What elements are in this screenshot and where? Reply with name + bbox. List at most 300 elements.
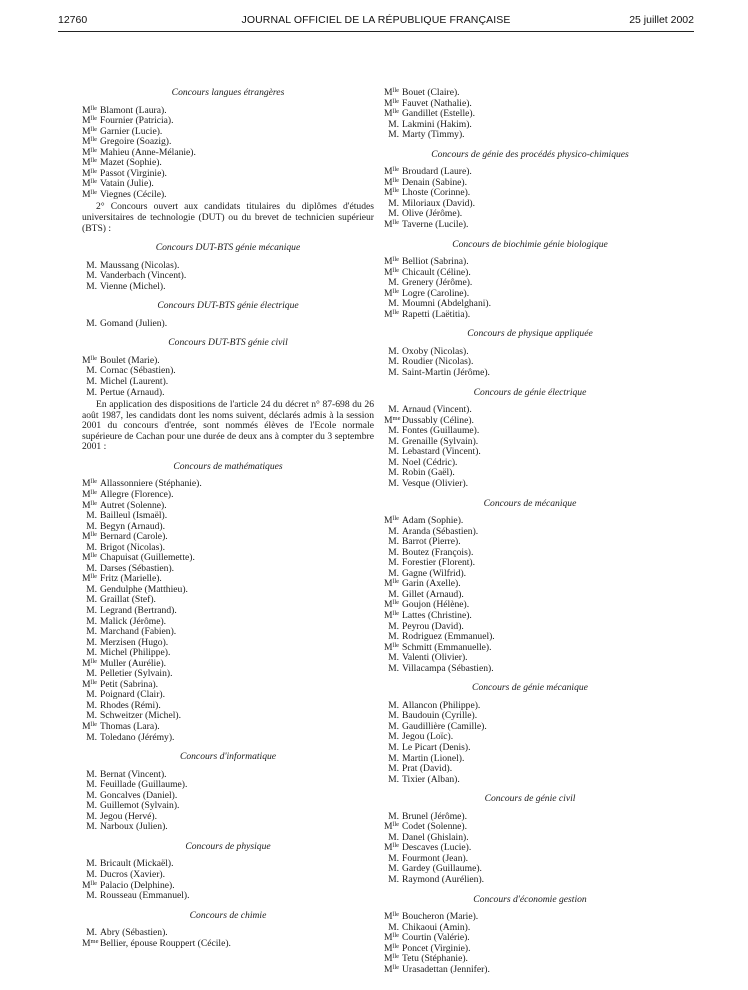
candidate-name: Bouet (Claire). (402, 87, 460, 98)
civility-letter: M (384, 108, 393, 120)
civility-suffix: lle (392, 942, 400, 950)
civility-letter: M (82, 657, 91, 669)
civility (384, 220, 399, 231)
left-column (82, 88, 374, 949)
candidate-name: Lebastard (Vincent). (402, 446, 481, 458)
civility-letter: M. (86, 689, 97, 701)
candidate-name: Michel (Laurent). (100, 376, 169, 388)
candidate-name: Feuillade (Guillaume). (100, 779, 188, 791)
candidate-name: Chikaoui (Amin). (402, 921, 471, 933)
candidate-name: Passot (Virginie). (100, 167, 167, 179)
candidate-name: Adam (Sophie). (402, 515, 464, 527)
civility-letter: M. (86, 779, 97, 791)
candidate-name: Chicault (Céline). (402, 266, 471, 278)
civility-letter: M. (388, 773, 399, 785)
page-number: 12760 (58, 14, 88, 26)
civility-letter: M. (388, 435, 399, 447)
civility-letter: M (82, 178, 91, 190)
civility-letter: M. (388, 710, 399, 722)
candidate-name: Noel (Cédric). (402, 456, 458, 468)
civility-suffix: lle (392, 932, 400, 940)
civility-letter: M. (388, 456, 399, 468)
civility (384, 965, 399, 976)
candidate-name: Roudier (Nicolas). (402, 356, 474, 368)
civility-letter: M. (86, 520, 97, 532)
candidate-name: Gomand (Julien). (100, 317, 168, 329)
civility-letter: M. (86, 668, 97, 680)
candidate-name: Forestier (Florent). (402, 557, 476, 569)
civility-letter: M. (388, 298, 399, 310)
civility-letter: M. (86, 270, 97, 282)
candidate-name: Garnier (Lucie). (100, 125, 163, 137)
candidate-name: Broudard (Laure). (402, 166, 472, 178)
civility-letter: M. (388, 874, 399, 885)
candidate-name: Bailleul (Ismaël). (100, 510, 168, 522)
candidate-entry (384, 875, 676, 886)
candidate-name: Fauvet (Nathalie). (402, 97, 472, 109)
civility-letter: M. (388, 425, 399, 437)
civility-letter: M. (388, 197, 399, 209)
section-heading: Concours de mathématiques (173, 460, 283, 472)
civility-letter: M (384, 842, 393, 854)
civility-letter: M. (86, 647, 97, 659)
candidate-name: Guillemot (Sylvain). (100, 800, 180, 812)
civility-letter: M. (388, 356, 399, 368)
candidate-name: Belliot (Sabrina). (402, 256, 469, 268)
section-heading: Concours de chimie (189, 909, 267, 921)
candidate-entry (82, 190, 374, 201)
civility-letter: M. (86, 626, 97, 638)
candidate-name: Cornac (Sébastien). (100, 365, 176, 377)
candidate-name: Viegnes (Cécile). (100, 188, 167, 200)
civility-letter: M. (86, 890, 97, 902)
candidate-entry (384, 310, 676, 321)
candidate-name: Pertue (Arnaud). (100, 386, 165, 398)
candidate-name: Poncet (Virginie). (402, 942, 471, 954)
civility-letter: M. (86, 615, 97, 627)
civility-letter: M. (86, 927, 97, 939)
candidate-name: Goujon (Hélène). (402, 599, 470, 611)
civility-letter: M. (86, 800, 97, 812)
civility-letter: M (82, 531, 91, 543)
civility-letter: M. (388, 467, 399, 479)
candidate-name: Descaves (Lucie). (402, 842, 472, 854)
civility-suffix: lle (392, 911, 400, 919)
right-column (384, 88, 676, 975)
civility-letter: M (384, 187, 393, 199)
civility (82, 319, 97, 330)
section-heading: Concours de physique (185, 840, 271, 852)
civility-letter: M. (388, 620, 399, 632)
civility-suffix: lle (392, 97, 400, 105)
civility-suffix: lle (90, 678, 98, 686)
civility-letter: M. (86, 636, 97, 648)
header-rule (58, 31, 694, 32)
candidate-name: Chapuisat (Guillemette). (100, 552, 195, 564)
candidate-name: Dussably (Céline). (402, 414, 474, 426)
civility-letter: M. (388, 699, 399, 711)
civility-letter: M. (388, 567, 399, 579)
civility-suffix: lle (90, 167, 98, 175)
candidate-name: Graillat (Stef). (100, 594, 156, 606)
candidate-name: Boulet (Marie). (100, 354, 160, 366)
candidate-name: Gaudillière (Camille). (402, 720, 487, 732)
civility (82, 822, 97, 833)
candidate-name: Le Picart (Denis). (402, 741, 471, 753)
civility (384, 479, 399, 490)
civility-letter: M. (388, 863, 399, 875)
civility-suffix: lle (392, 609, 400, 617)
civility-letter: M (384, 609, 393, 621)
civility (384, 310, 399, 321)
civility-letter: M. (388, 367, 399, 379)
section-heading: Concours de génie mécanique (472, 682, 588, 694)
candidate-name: Marty (Timmy). (402, 129, 465, 141)
civility-suffix: lle (90, 488, 98, 496)
candidate-name: Aranda (Sébastien). (402, 525, 479, 537)
civility-letter: M. (388, 446, 399, 458)
civility-suffix: lle (90, 478, 98, 486)
candidate-name: Allassonniere (Stéphanie). (100, 478, 202, 490)
civility-letter: M. (388, 477, 399, 489)
candidate-name: Ducros (Xavier). (100, 869, 165, 880)
civility-letter: M (384, 821, 393, 833)
page-header (58, 14, 694, 30)
candidate-entry (384, 220, 676, 231)
civility-letter: M (82, 115, 91, 127)
civility-suffix: lle (90, 178, 98, 186)
civility-letter: M (82, 499, 91, 511)
candidate-name: Gardey (Guillaume). (402, 863, 482, 875)
candidate-name: Gillet (Arnaud). (402, 588, 464, 600)
civility-letter: M (384, 942, 393, 954)
candidate-name: Denain (Sabine). (402, 176, 468, 188)
civility-suffix: lle (90, 104, 98, 112)
civility-letter: M (384, 932, 393, 944)
candidate-name: Valenti (Olivier). (402, 652, 468, 664)
candidate-name: Abry (Sébastien). (100, 927, 168, 939)
candidate-name: Michel (Philippe). (100, 647, 171, 659)
paragraph: 2° Concours ouvert aux candidats titulaires du diplômes d'études universitaires de technologie (DUT) ou du brevet de technicien supérieur (BTS) : (82, 201, 374, 234)
section-heading: Concours langues étrangères (171, 87, 285, 98)
civility (384, 368, 399, 379)
candidate-name: Rapetti (Laëtitia). (402, 308, 471, 320)
civility-letter: M. (388, 525, 399, 537)
section-heading: Concours de génie des procédés physico-chimiques (431, 148, 629, 160)
section-heading: Concours de physique appliquée (467, 328, 593, 340)
journal-title: JOURNAL OFFICIEL DE LA RÉPUBLIQUE FRANÇAISE (241, 14, 511, 26)
civility-suffix: lle (392, 953, 400, 961)
candidate-name: Baudouin (Cyrille). (402, 710, 478, 722)
candidate-name: Fourmont (Jean). (402, 852, 469, 864)
candidate-entry (82, 388, 374, 399)
civility-letter: M (82, 937, 91, 949)
civility-letter: M (384, 963, 393, 975)
candidate-name: Narboux (Julien). (100, 821, 168, 833)
civility-letter: M (384, 287, 393, 299)
candidate-name: Bernard (Carole). (100, 531, 168, 543)
candidate-name: Martin (Lionel). (402, 752, 465, 764)
candidate-name: Toledano (Jérémy). (100, 731, 175, 743)
candidate-name: Lhoste (Corinne). (402, 187, 471, 199)
section-heading: Concours DUT-BTS génie électrique (157, 300, 299, 312)
civility-suffix: lle (392, 842, 400, 850)
civility-letter: M. (86, 821, 97, 833)
candidate-name: Peyrou (David). (402, 620, 464, 632)
civility-letter: M. (388, 831, 399, 843)
candidate-name: Urasadettan (Jennifer). (402, 963, 490, 975)
civility (82, 282, 97, 293)
candidate-name: Brigot (Nicolas). (100, 541, 166, 553)
civility-suffix: lle (90, 146, 98, 154)
civility-suffix: lle (392, 176, 400, 184)
candidate-entry (82, 733, 374, 744)
candidate-name: Vesque (Olivier). (402, 477, 469, 489)
civility-letter: M. (388, 129, 399, 141)
civility-letter: M. (388, 208, 399, 220)
candidate-name: Vienne (Michel). (100, 280, 166, 292)
civility-suffix: lle (392, 821, 400, 829)
candidate-name: Boutez (François). (402, 546, 474, 558)
civility-letter: M. (86, 510, 97, 522)
candidate-name: Garin (Axelle). (402, 578, 461, 590)
civility-letter: M (82, 488, 91, 500)
section-heading: Concours DUT-BTS génie mécanique (155, 242, 301, 254)
civility-letter: M. (86, 376, 97, 388)
civility-suffix: lle (392, 515, 400, 523)
civility-letter: M (384, 641, 393, 653)
civility-letter: M (384, 266, 393, 278)
civility-letter: M. (388, 631, 399, 643)
section-heading: Concours de génie électrique (473, 386, 587, 398)
civility-suffix: lle (392, 578, 400, 586)
candidate-name: Saint-Martin (Jérôme). (402, 367, 490, 379)
candidate-name: Logre (Caroline). (402, 287, 470, 299)
civility-letter: M. (86, 365, 97, 377)
civility-suffix: lle (90, 573, 98, 581)
candidate-name: Courtin (Valérie). (402, 932, 470, 944)
civility-letter: M. (388, 741, 399, 753)
candidate-name: Danel (Ghislain). (402, 831, 469, 843)
candidate-name: Bricault (Mickaël). (100, 858, 174, 870)
candidate-name: Mazet (Sophie). (100, 157, 162, 169)
civility-letter: M (82, 125, 91, 137)
candidate-name: Schweitzer (Michel). (100, 710, 181, 722)
civility-suffix: lle (392, 963, 400, 971)
candidate-name: Miloriaux (David). (402, 197, 476, 209)
candidate-name: Rousseau (Emmanuel). (100, 890, 190, 902)
civility (82, 891, 97, 902)
civility-letter: M. (86, 768, 97, 780)
section-heading: Concours de mécanique (483, 497, 577, 509)
candidate-name: Rhodes (Rémi). (100, 699, 161, 711)
civility (82, 190, 97, 201)
civility-letter: M. (388, 557, 399, 569)
civility-suffix: lle (392, 108, 400, 116)
civility (384, 775, 399, 786)
civility-letter: M (384, 97, 393, 109)
candidate-name: Barrot (Pierre). (402, 536, 461, 548)
civility-suffix: lle (90, 115, 98, 123)
civility-letter: M (384, 953, 393, 965)
civility-suffix: lle (392, 641, 400, 649)
candidate-name: Thomas (Lara). (100, 720, 160, 732)
civility-letter: M. (388, 404, 399, 416)
civility-suffix: lle (392, 87, 400, 94)
paragraph: En application des dispositions de l'article 24 du décret n° 87-698 du 26 août 1987, les candidats dont les noms suivent, déclarés admis à la session 2001 du concours d'entrée, sont nommés élèves de l'Ecole normale supérieure de Cachan pour une durée de deux ans à compter du 3 septembre 2001 : (82, 399, 374, 453)
civility-letter: M. (388, 277, 399, 289)
civility-letter: M (82, 167, 91, 179)
candidate-entry (384, 775, 676, 786)
civility-letter: M. (86, 541, 97, 553)
civility (82, 733, 97, 744)
candidate-name: Gendulphe (Matthieu). (100, 583, 188, 595)
civility-suffix: lle (90, 552, 98, 560)
candidate-name: Allancon (Philippe). (402, 699, 481, 711)
candidate-name: Malick (Jérôme). (100, 615, 167, 627)
candidate-entry (384, 479, 676, 490)
civility-letter: M. (86, 317, 97, 329)
civility-letter: M (384, 308, 393, 320)
section-heading: Concours de génie civil (484, 793, 576, 805)
civility (384, 130, 399, 141)
civility-suffix: lle (392, 219, 400, 227)
candidate-entry (82, 282, 374, 293)
civility-letter: M. (388, 546, 399, 558)
candidate-entry (384, 664, 676, 675)
candidate-name: Pelletier (Sylvain). (100, 668, 173, 680)
civility-letter: M. (388, 662, 399, 674)
candidate-name: Autret (Solenne). (100, 499, 167, 511)
candidate-entry (384, 965, 676, 976)
candidate-name: Boucheron (Marie). (402, 911, 479, 923)
candidate-name: Begyn (Arnaud). (100, 520, 166, 532)
civility-suffix: lle (90, 125, 98, 133)
civility-letter: M. (388, 118, 399, 130)
candidate-entry (82, 319, 374, 330)
candidate-name: Arnaud (Vincent). (402, 404, 472, 416)
candidate-name: Oxoby (Nicolas). (402, 345, 469, 357)
civility-suffix: lle (90, 657, 98, 665)
candidate-name: Poignard (Clair). (100, 689, 166, 701)
candidate-name: Bellier, épouse Rouppert (Cécile). (100, 937, 231, 949)
civility-letter: M. (86, 386, 97, 398)
civility-letter: M. (86, 259, 97, 271)
civility-letter: M (384, 166, 393, 178)
candidate-name: Fontes (Guillaume). (402, 425, 480, 437)
candidate-name: Codet (Solenne). (402, 821, 468, 833)
civility-letter: M (384, 599, 393, 611)
civility-suffix: lle (392, 266, 400, 274)
section-heading: Concours DUT-BTS génie civil (168, 337, 288, 349)
civility (384, 664, 399, 675)
candidate-name: Taverne (Lucile). (402, 219, 469, 231)
civility-letter: M (82, 879, 91, 891)
candidate-name: Villacampa (Sébastien). (402, 662, 494, 674)
civility-letter: M (82, 573, 91, 585)
candidate-name: Brunel (Jérôme). (402, 810, 468, 822)
civility-suffix: lle (392, 187, 400, 195)
civility-letter: M. (86, 710, 97, 722)
candidate-name: Raymond (Aurélien). (402, 874, 485, 885)
civility-letter: M (82, 146, 91, 158)
civility-suffix: lle (392, 308, 400, 316)
civility-letter: M. (86, 594, 97, 606)
civility-suffix: lle (90, 354, 98, 362)
civility-letter: M. (388, 921, 399, 933)
civility-letter: M. (388, 652, 399, 664)
candidate-name: Jegou (Loïc). (402, 731, 454, 743)
civility-suffix: lle (90, 720, 98, 728)
candidate-name: Marchand (Fabien). (100, 626, 177, 638)
civility-letter: M. (86, 731, 97, 743)
candidate-entry (82, 891, 374, 902)
civility-letter: M (384, 578, 393, 590)
candidate-name: Tetu (Stéphanie). (402, 953, 468, 965)
civility-suffix: lle (90, 879, 98, 887)
civility-letter: M. (86, 810, 97, 822)
civility-letter: M (82, 552, 91, 564)
candidate-entry (384, 368, 676, 379)
section-heading: Concours d'informatique (179, 751, 277, 763)
civility-suffix: lle (90, 136, 98, 144)
candidate-name: Schmitt (Emmanuelle). (402, 641, 492, 653)
civility-suffix: me (90, 937, 99, 945)
civility-suffix: lle (90, 499, 98, 507)
civility-letter: M. (86, 869, 97, 880)
candidate-name: Muller (Aurélie). (100, 657, 167, 669)
candidate-name: Vanderbach (Vincent). (100, 270, 187, 282)
civility-suffix: lle (90, 531, 98, 539)
civility-letter: M (82, 104, 91, 116)
candidate-name: Lakmini (Hakim). (402, 118, 472, 130)
civility-letter: M. (86, 858, 97, 870)
civility-letter: M. (86, 562, 97, 574)
civility-letter: M (384, 256, 393, 268)
candidate-name: Lattes (Christine). (402, 609, 472, 621)
civility-letter: M (82, 136, 91, 148)
civility-letter: M. (388, 763, 399, 775)
civility-letter: M (384, 176, 393, 188)
candidate-name: Gagne (Wilfrid). (402, 567, 467, 579)
civility-letter: M (82, 678, 91, 690)
civility-suffix: lle (392, 599, 400, 607)
section-heading: Concours d'économie gestion (473, 893, 587, 905)
civility-letter: M (384, 515, 393, 527)
candidate-entry (82, 822, 374, 833)
civility-letter: M. (388, 731, 399, 743)
candidate-entry (82, 939, 374, 950)
candidate-name: Legrand (Bertrand). (100, 604, 177, 616)
civility (82, 939, 97, 950)
candidate-name: Gandillet (Estelle). (402, 108, 475, 120)
civility-suffix: lle (90, 157, 98, 165)
civility-letter: M. (86, 789, 97, 801)
candidate-name: Maussang (Nicolas). (100, 259, 180, 271)
candidate-name: Grenery (Jérôme). (402, 277, 473, 289)
civility-letter: M. (388, 852, 399, 864)
candidate-name: Prat (David). (402, 763, 453, 775)
civility-suffix: me (392, 414, 401, 422)
candidate-name: Fournier (Patricia). (100, 115, 174, 127)
civility-letter: M. (388, 345, 399, 357)
civility-letter: M (384, 87, 393, 98)
civility-letter: M (82, 720, 91, 732)
candidate-name: Olive (Jérôme). (402, 208, 463, 220)
candidate-name: Tixier (Alban). (402, 773, 460, 785)
civility-letter: M (82, 354, 91, 366)
civility-letter: M (384, 911, 393, 923)
